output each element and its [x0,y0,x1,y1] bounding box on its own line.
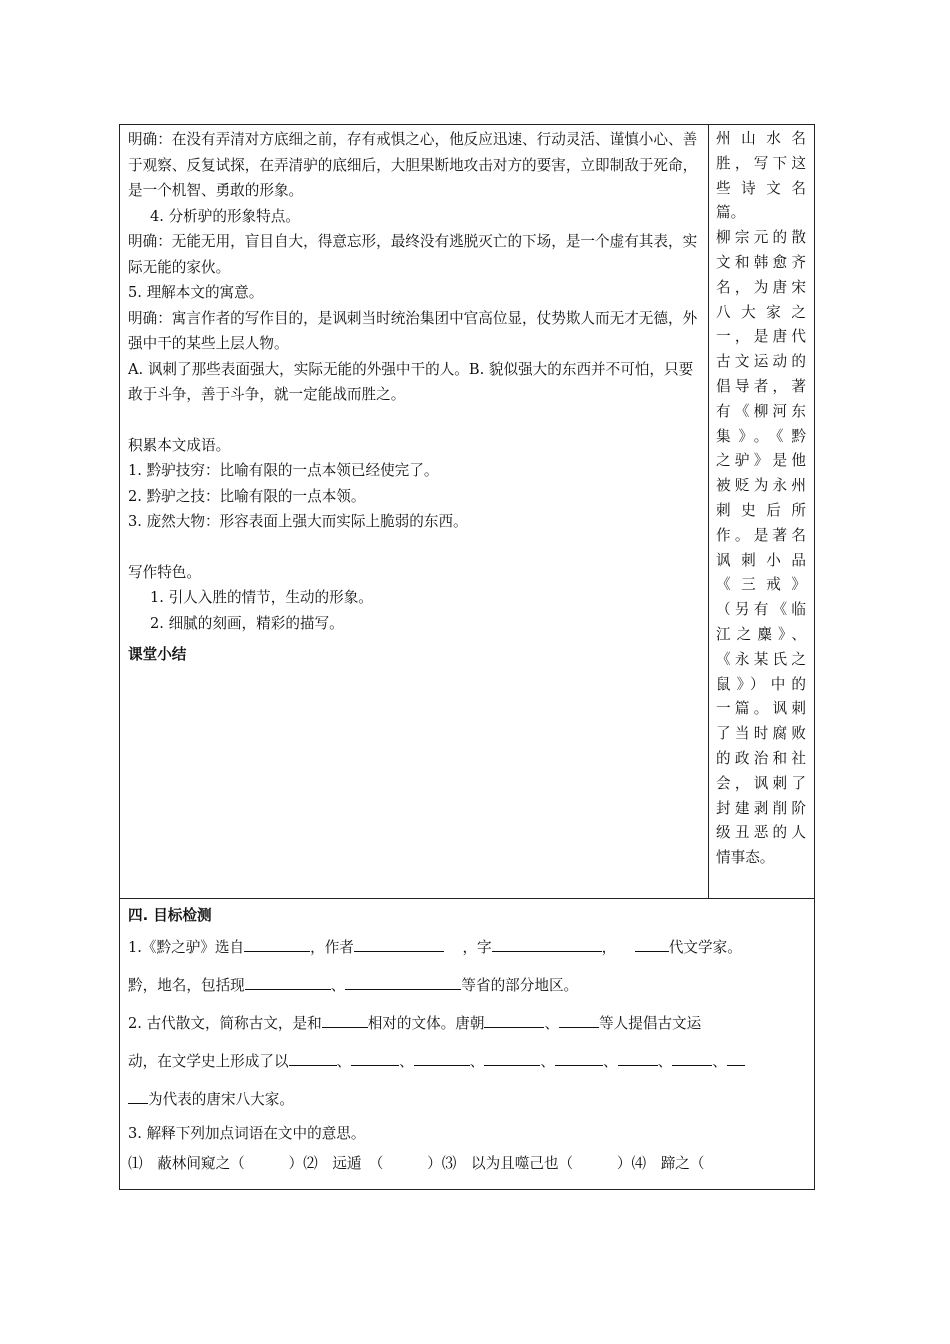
idiom-item: 1. 黔驴技穷：比喻有限的一点本领已经使完了。 [128,462,439,479]
author-note-line: 级丑恶的人 [716,824,806,842]
features-heading: 写作特色。 [128,563,201,581]
word-item: ⑴ 蔽林间窥之（ ） [128,1155,304,1172]
blank-field[interactable] [555,1050,603,1066]
moral-points: A. 讽刺了那些表面强大，实际无能的外强中干的人。B. 貌似强大的东西并不可怕，只要敢于斗争，善于斗争，就一定能战而胜之。 [128,360,694,403]
blank-field[interactable] [289,1050,337,1066]
author-note-line: 胜，写下这 [716,154,806,172]
author-note-line: 一，是唐代 [716,328,806,346]
blank-field[interactable] [559,1012,599,1028]
row-divider [120,898,814,899]
author-note-line: 的政治和社 [716,749,806,767]
blank-field[interactable] [727,1050,745,1066]
author-note-line: 了当时腐败 [716,725,806,743]
author-note-line: 会，讽刺了 [716,774,806,792]
blank-field[interactable] [351,1050,399,1066]
author-note-line: 讽刺小品 [716,551,806,569]
author-note-line: 鼠》）中的 [716,675,806,693]
blank-field[interactable] [244,936,310,952]
analysis-fox: 明确：在没有弄清对方底细之前，存有戒惧之心，他反应迅速、行动灵活、谨慎小心、善于观察、反复试探，在弄清驴的底细后，大胆果断地攻击对方的要害，立即制敌于死命，是一个机智、勇敢的形象。 [128,131,698,199]
blank-field[interactable] [484,1012,544,1028]
question-3: 3. 解释下列加点词语在文中的意思。 [128,1125,366,1142]
idioms-heading: 积累本文成语。 [128,436,231,454]
author-note-line: 柳宗元的散 [716,229,806,247]
idiom-item: 2. 黔驴之技：比喻有限的一点本领。 [128,487,366,505]
author-note-line: 篇。 [716,204,746,222]
question-2-line-3: 为代表的唐宋八大家。 [128,1081,804,1119]
author-note-line: 文和韩愈齐 [716,253,806,271]
author-note-line: 江之麋》、 [716,625,806,643]
target-test [128,903,804,1179]
analysis-donkey: 明确：无能无用，盲目自大，得意忘形，最终没有逃脱灭亡的下场，是一个虚有其表，实际无能的家伙。 [128,233,698,276]
author-note-line: 情事态。 [716,849,775,867]
author-note-line: 八大家之 [716,303,806,321]
word-item: ⑶ 以为且噬己也（ ） [441,1155,632,1172]
feature-item: 1. 引人入胜的情节，生动的形象。 [150,589,373,606]
blank-field[interactable] [345,974,461,990]
author-note-line: 《永某氏之 [716,650,806,668]
author-note-line: 一篇。讽刺 [716,700,806,718]
analysis-moral: 明确：寓言作者的写作目的，是讽刺当时统治集团中官高位显，仗势欺人而无才无德，外强中干的某些上层人物。 [128,309,698,352]
author-note-line: 刺史后所 [716,501,806,519]
blank-field[interactable] [354,936,444,952]
author-note-line: 被贬为永州 [716,477,806,495]
blank-field[interactable] [635,936,669,952]
blank-field[interactable] [322,1012,368,1028]
author-note-line: 倡导者，著 [716,377,806,395]
author-notes [716,127,806,871]
author-note-line: 《三戒》 [716,576,806,594]
section-title: 四. 目标检测 [128,907,212,924]
author-note-line: 些诗文名 [716,179,806,197]
column-divider [708,125,709,898]
blank-field[interactable] [245,974,331,990]
blank-field[interactable] [492,936,602,952]
question-5: 5. 理解本文的寓意。 [128,284,264,301]
blank-field[interactable] [618,1050,658,1066]
author-note-line: 作。是著名 [716,526,806,544]
author-note-line: 封建剥削阶 [716,799,806,817]
author-note-line: （另有《临 [716,601,806,619]
author-note-line: 集》。《黔 [716,427,806,445]
question-4: 4. 分析驴的形象特点。 [150,207,300,225]
blank-field[interactable] [484,1050,540,1066]
blank-field[interactable] [128,1088,148,1104]
question-2-line-2: 动，在文学史上形成了以 、 、 、 、 、 、 、 [128,1043,804,1081]
author-note-line: 名，为唐宋 [716,278,806,296]
teaching-content [128,127,702,668]
question-1-line-2: 黔，地名，包括现 、 等省的部分地区。 [128,967,804,1005]
word-item: ⑵ 远遁 （ ） [303,1155,442,1172]
blank-field[interactable] [672,1050,712,1066]
blank-field[interactable] [414,1050,470,1066]
author-note-line: 有《柳河东 [716,402,806,420]
question-2-line-1: 2. 古代散文，简称古文，是和 相对的文体。唐朝 、 等人提倡古文运 [128,1005,804,1043]
feature-item: 2. 细腻的刻画，精彩的描写。 [150,614,344,632]
idiom-item: 3. 庞然大物：形容表面上强大而实际上脆弱的东西。 [128,513,468,530]
lesson-table [119,124,815,1190]
author-note-line: 之驴》是他 [716,452,806,470]
author-note-line: 州山水名 [716,130,806,147]
question-3-items [128,1149,804,1179]
summary-heading: 课堂小结 [128,646,187,663]
word-item: ⑷ 蹄之（ [631,1155,705,1172]
author-note-line: 古文运动的 [716,353,806,371]
question-1-line-1: 1.《黔之驴》选自 ，作者 ，字 ， 代文学家。 [128,929,804,967]
